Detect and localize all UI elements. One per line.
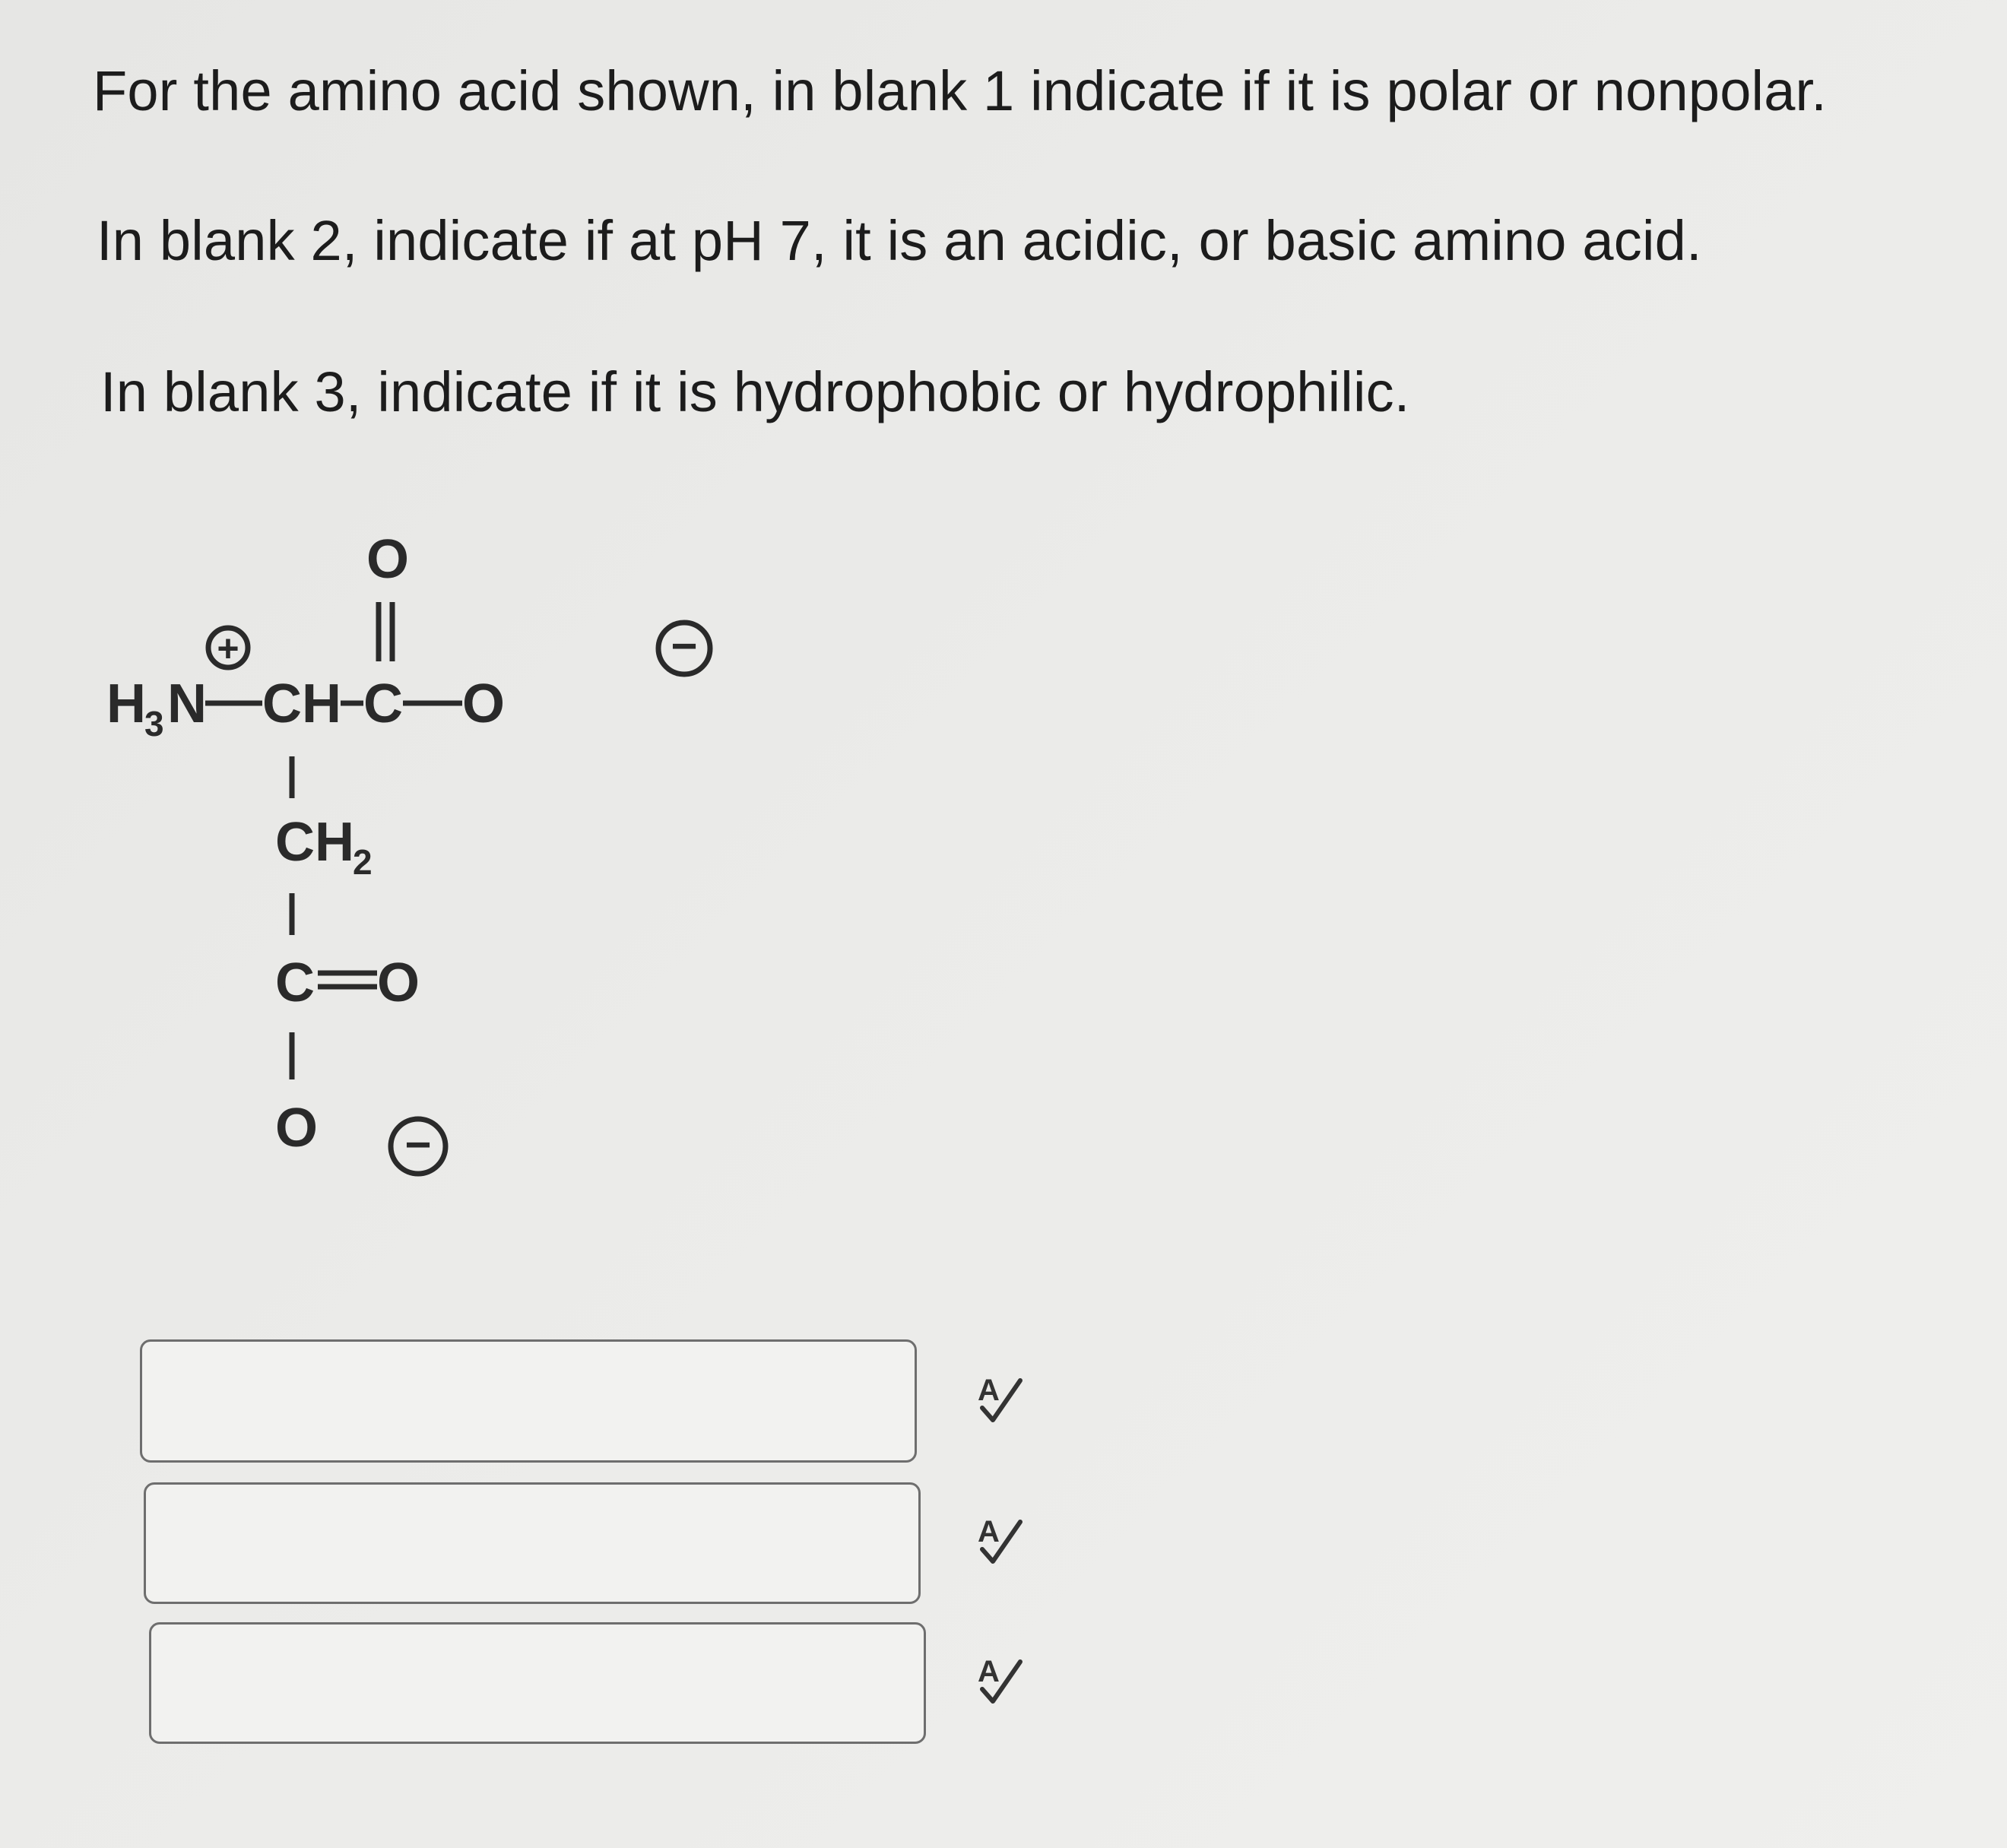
blank-2-input[interactable] (144, 1482, 921, 1604)
question-line-2: In blank 2, indicate if at pH 7, it is an acidic, or basic amino acid. (97, 209, 1702, 272)
amine-subscript: 3 (144, 704, 164, 743)
alpha-carbon-label: CH (262, 674, 341, 734)
amine-h-label: H (106, 674, 146, 734)
spellcheck-letter: A (978, 1515, 1000, 1548)
carbonyl-carbon-label: C (363, 674, 403, 734)
side-chain-single-o-label: O (275, 1098, 319, 1159)
side-chain-c-label: C (275, 953, 315, 1013)
spellcheck-letter: A (978, 1374, 1000, 1407)
carbonyl-oxygen-label: O (366, 529, 410, 590)
carboxylate-oxygen-label: O (462, 674, 506, 734)
spellcheck-icon[interactable] (972, 1651, 1032, 1712)
spellcheck-icon[interactable] (972, 1511, 1032, 1572)
blank-3-input[interactable] (149, 1622, 926, 1744)
plus-charge-sign: + (217, 627, 239, 670)
amino-acid-structure (99, 517, 783, 1201)
carboxylate-minus-sign: − (671, 620, 698, 671)
amine-n-label: N (167, 674, 207, 734)
blank-1-input[interactable] (140, 1339, 917, 1463)
question-line-1: For the amino acid shown, in blank 1 indicate if it is polar or nonpolar. (93, 59, 1828, 122)
side-chain-double-o-label: O (377, 953, 420, 1013)
question-line-3: In blank 3, indicate if it is hydrophobic or hydrophilic. (100, 360, 1410, 423)
side-chain-subscript: 2 (353, 842, 373, 882)
spellcheck-letter: A (978, 1655, 1000, 1688)
side-chain-minus-sign: − (404, 1119, 432, 1170)
side-chain-ch-label: CH (275, 812, 354, 873)
spellcheck-icon[interactable] (972, 1370, 1032, 1431)
